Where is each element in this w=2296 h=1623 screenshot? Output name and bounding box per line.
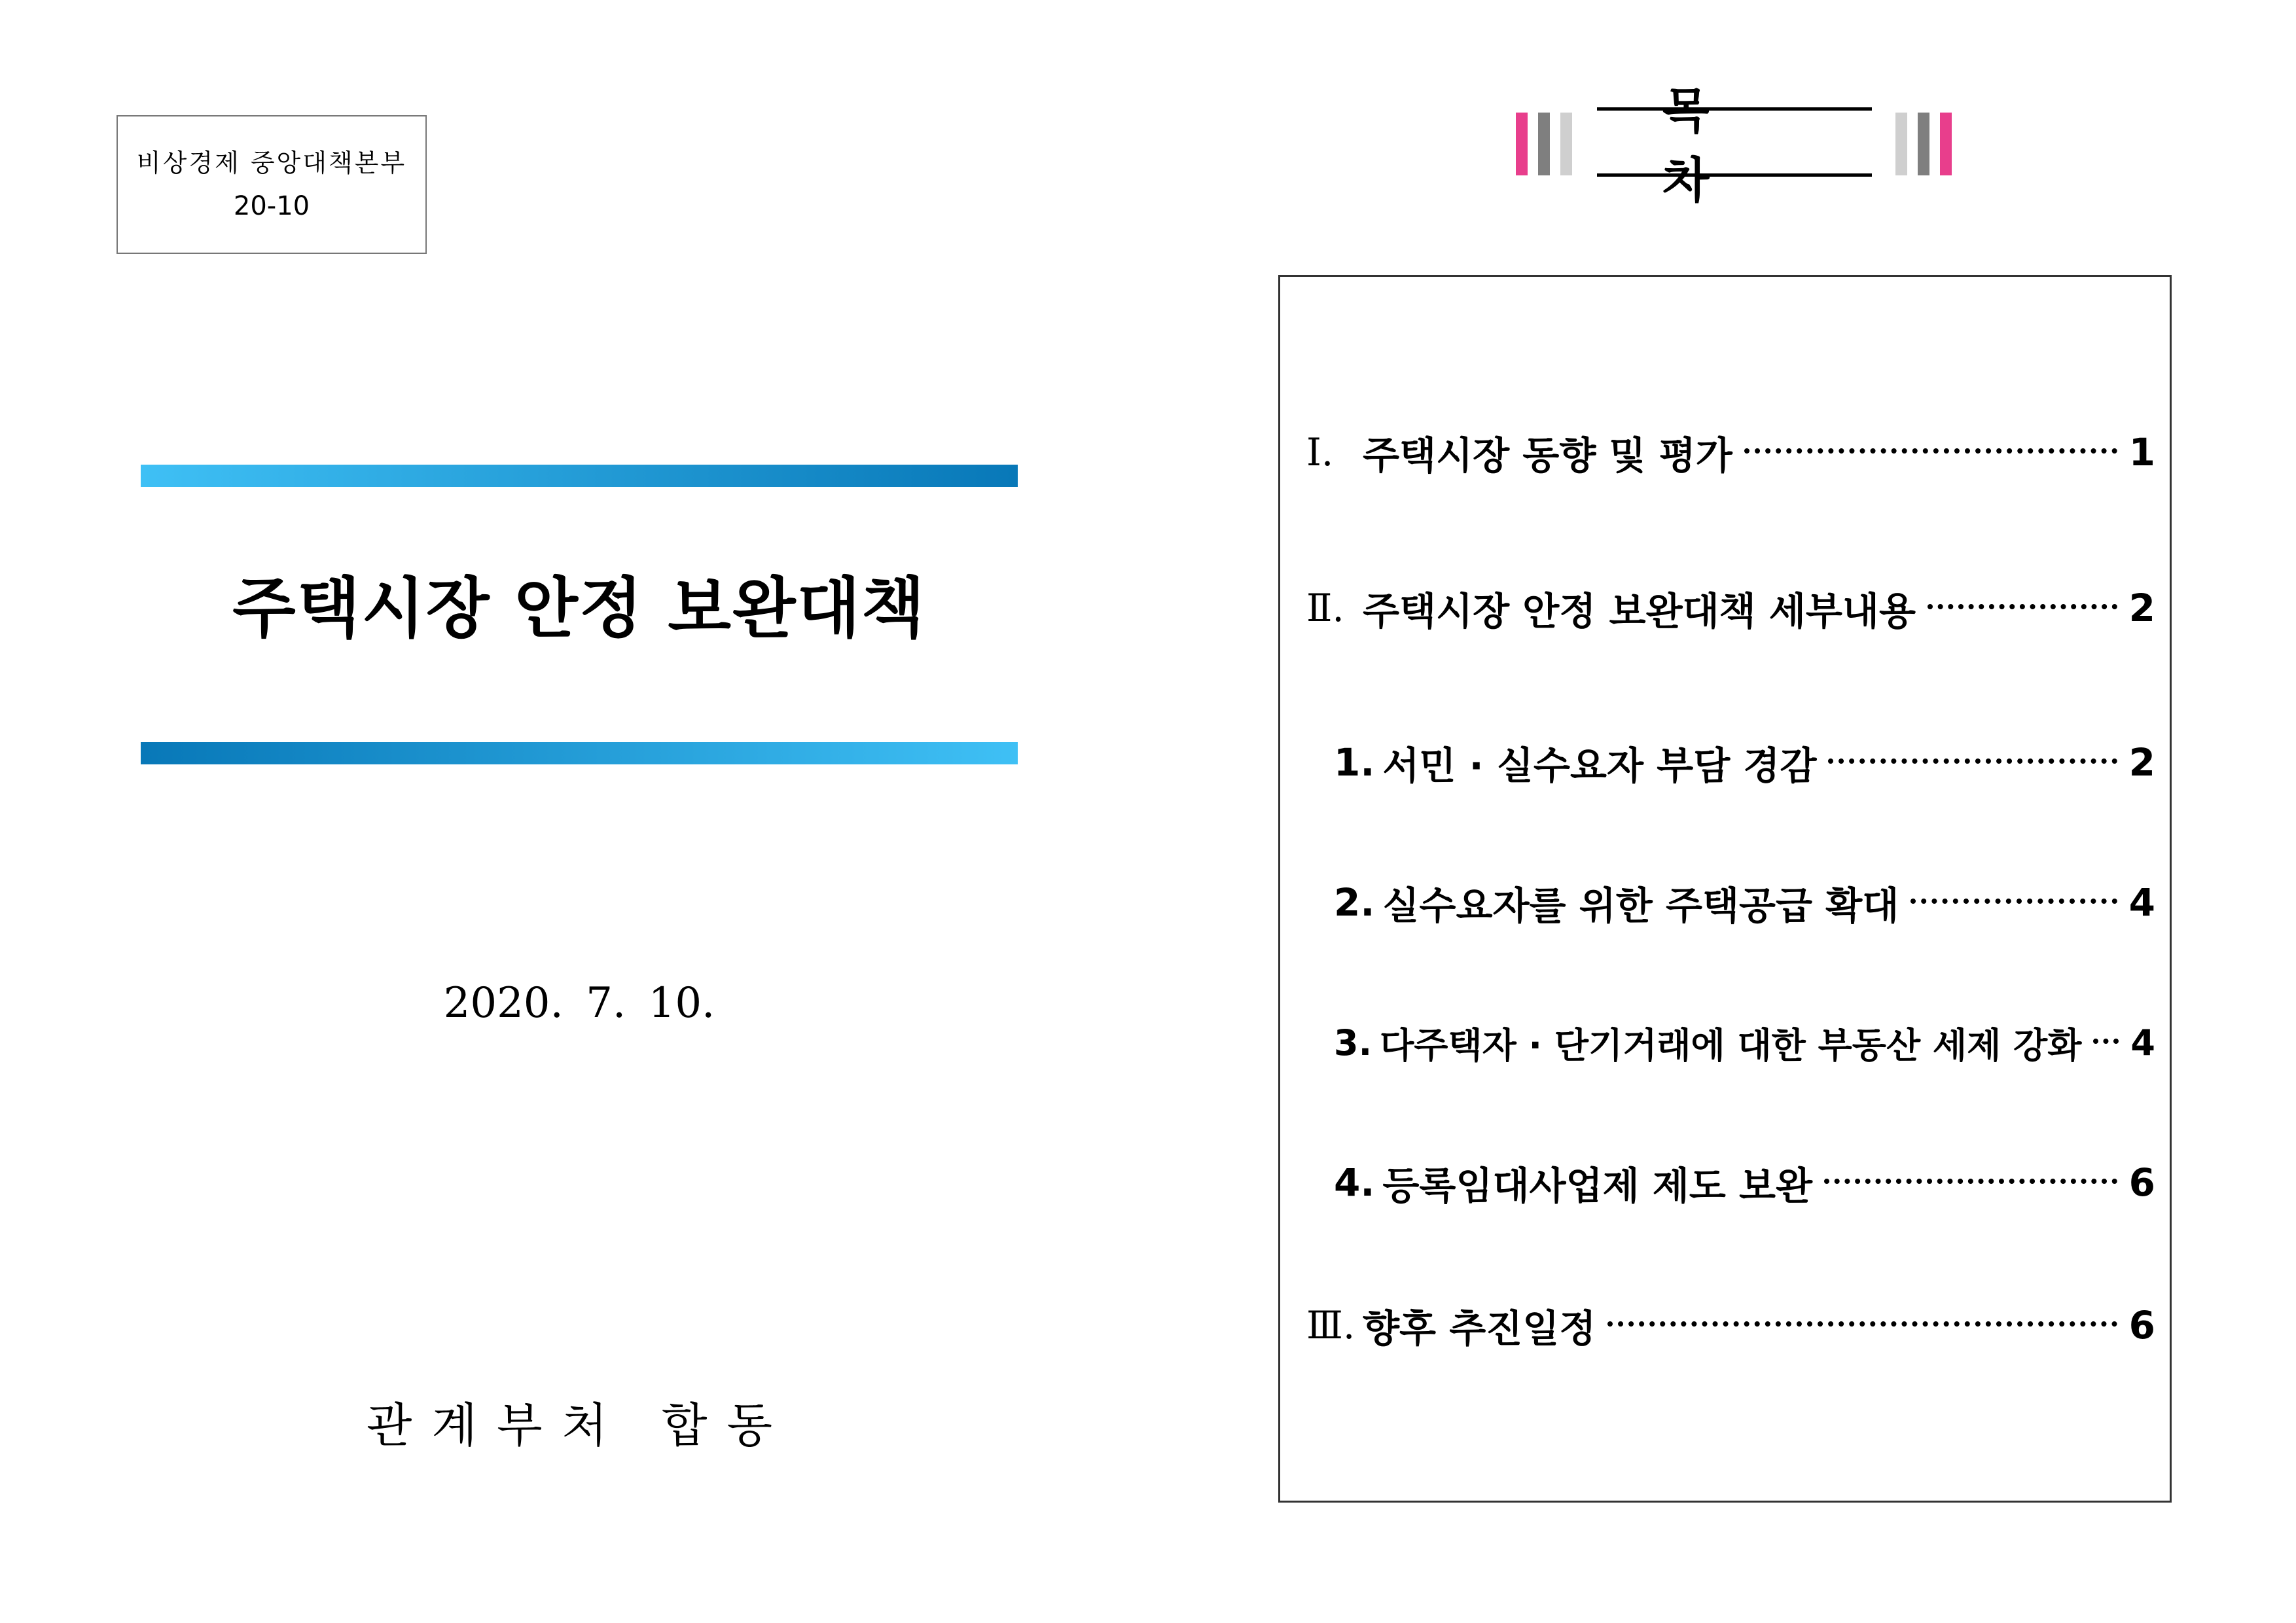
heading-decoration-left-pink xyxy=(1516,113,1528,175)
toc-item[interactable] xyxy=(1280,1016,2174,1069)
toc-leader-dots xyxy=(1607,1321,2117,1327)
toc-item[interactable] xyxy=(1280,582,2174,634)
toc-item-number: Ⅰ. xyxy=(1306,430,1334,474)
toc-item-label: 실수요자를 위한 주택공급 확대 xyxy=(1382,883,1899,928)
toc-leader-dots xyxy=(1928,604,2117,609)
toc-item[interactable] xyxy=(1280,736,2174,789)
toc-item-page: 2 xyxy=(2128,586,2155,630)
toc-item-number: 1. xyxy=(1334,740,1375,785)
toc-box xyxy=(1278,275,2172,1503)
toc-item-label: 주택시장 안정 보완대책 세부내용 xyxy=(1363,589,1916,633)
toc-leader-dots xyxy=(1910,899,2117,904)
toc-heading: 목 차 xyxy=(1597,107,1872,177)
toc-item-page: 4 xyxy=(2128,880,2155,925)
heading-decoration-left-gray xyxy=(1538,113,1550,175)
heading-decoration-right-lightgray xyxy=(1895,113,1907,175)
toc-item[interactable] xyxy=(1280,426,2174,478)
issue-number: 20-10 xyxy=(233,191,310,221)
toc-item-label: 향후 추진일정 xyxy=(1363,1306,1596,1351)
authors: 관계부처 합동 xyxy=(366,1398,793,1453)
issuer-box xyxy=(117,115,427,254)
toc-item[interactable] xyxy=(1280,876,2174,929)
toc-item[interactable] xyxy=(1280,1299,2174,1351)
toc-leader-dots xyxy=(1828,758,2117,764)
toc-item-page: 1 xyxy=(2128,430,2155,474)
toc-item-label: 등록임대사업제 제도 보완 xyxy=(1382,1164,1813,1208)
toc-item-page: 4 xyxy=(2130,1022,2155,1063)
toc-item-number: Ⅲ. xyxy=(1306,1303,1355,1347)
document-date: 2020. 7. 10. xyxy=(443,979,715,1027)
title-bar-bottom xyxy=(141,742,1018,764)
toc-leader-dots xyxy=(2093,1039,2119,1044)
toc-item-number: Ⅱ. xyxy=(1306,586,1344,630)
toc-item[interactable] xyxy=(1280,1156,2174,1209)
toc-item-page: 2 xyxy=(2128,740,2155,785)
heading-decoration-right-pink xyxy=(1940,113,1952,175)
toc-item-label: 서민 · 실수요자 부담 경감 xyxy=(1382,743,1817,788)
toc-item-page: 6 xyxy=(2128,1160,2155,1205)
heading-decoration-left-lightgray xyxy=(1560,113,1572,175)
toc-item-page: 6 xyxy=(2128,1303,2155,1347)
toc-item-label: 다주택자 · 단기거래에 대한 부동산 세제 강화 xyxy=(1380,1024,2082,1066)
toc-item-number: 4. xyxy=(1334,1160,1375,1205)
toc-leader-dots xyxy=(1824,1179,2117,1184)
issuer-name: 비상경제 중앙대책본부 xyxy=(136,149,407,177)
toc-item-number: 2. xyxy=(1334,880,1375,925)
toc-item-number: 3. xyxy=(1334,1022,1372,1063)
toc-item-label: 주택시장 동향 및 평가 xyxy=(1363,433,1732,478)
title-bar-top xyxy=(141,465,1018,487)
document-title: 주택시장 안정 보완대책 xyxy=(232,570,926,647)
toc-leader-dots xyxy=(1744,448,2117,454)
heading-decoration-right-gray xyxy=(1918,113,1929,175)
